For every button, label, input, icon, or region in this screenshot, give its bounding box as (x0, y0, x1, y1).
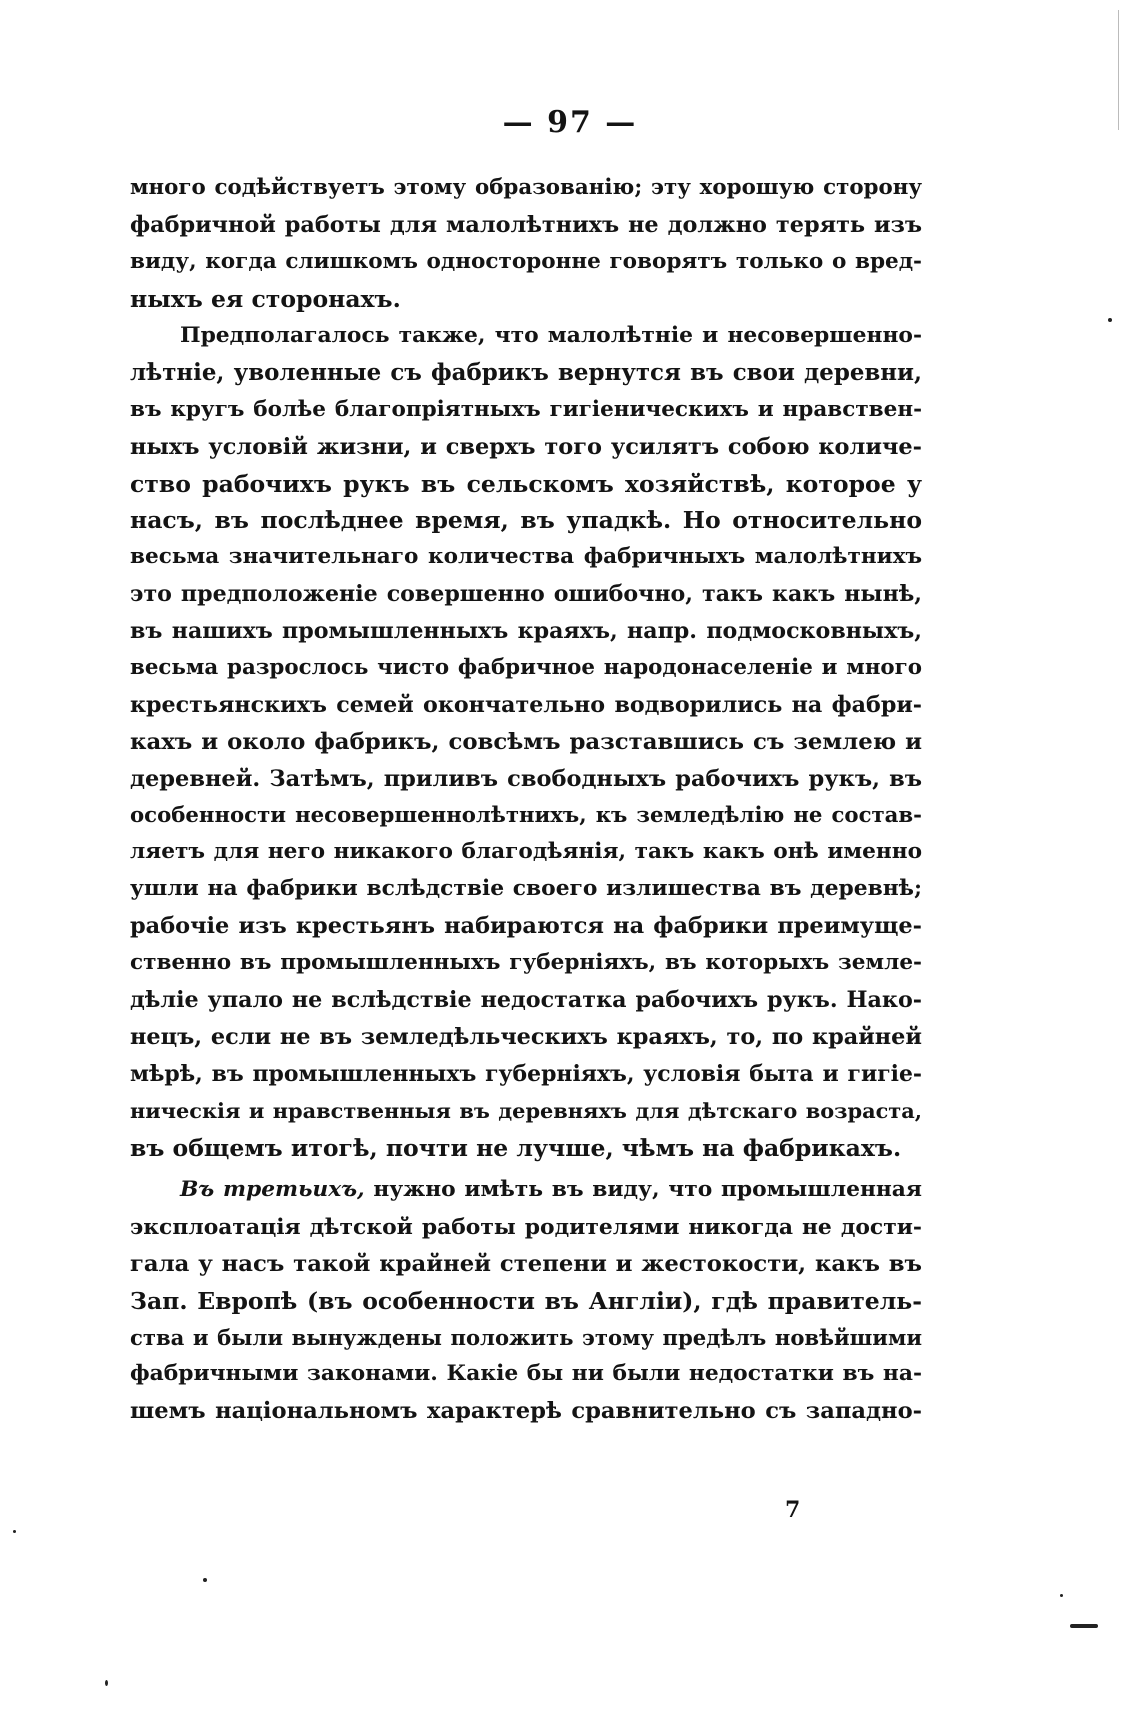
text-line: Зап. Европѣ (въ особенности въ Англіи), гдѣ правитель- (130, 1286, 922, 1315)
text-line: кахъ и около фабрикъ, совсѣмъ разставшись съ землею и (130, 728, 922, 755)
text-line: ства и были вынуждены положить этому предѣлъ новѣйшими (130, 1324, 922, 1350)
text-line: виду, когда слишкомъ односторонне говорятъ только о вред- (130, 248, 922, 274)
text-line: деревней. Затѣмъ, приливъ свободныхъ рабочихъ рукъ, въ (130, 765, 922, 792)
scan-speck (1070, 1624, 1098, 1628)
signature-mark: 7 (785, 1497, 801, 1523)
text-line: фабричной работы для малолѣтнихъ не должно терять изъ (130, 211, 922, 238)
text-line: въ общемъ итогѣ, почти не лучше, чѣмъ на фабрикахъ. (130, 1133, 902, 1162)
text-line: въ нашихъ промышленныхъ краяхъ, напр. подмосковныхъ, (130, 618, 922, 645)
text-line: ушли на фабрики вслѣдствіе своего излишества въ деревнѣ; (130, 876, 922, 902)
text-line: лѣтніе, уволенные съ фабрикъ вернутся въ свои деревни, (130, 358, 922, 386)
scan-speck (1060, 1594, 1063, 1597)
text-line: гала у насъ такой крайней степени и жестокости, какъ въ (130, 1250, 922, 1277)
text-line: эксплоатація дѣтской работы родителями никогда не дости- (130, 1213, 922, 1240)
text-line: ныхъ условій жизни, и сверхъ того усилятъ собою количе- (130, 433, 922, 460)
italic-lead: Въ третьихъ, (180, 1177, 365, 1202)
text-line: много содѣйствуетъ этому образованію; эту хорошую сторону (130, 175, 922, 200)
text-line: ственно въ промышленныхъ губерніяхъ, въ которыхъ земле- (130, 950, 922, 976)
text-line: мѣрѣ, въ промышленныхъ губерніяхъ, условія быта и гигіе- (130, 1060, 922, 1087)
paragraph-3 (130, 1172, 922, 1430)
text-line: весьма разрослось чисто фабричное народонаселеніе и много (130, 655, 922, 681)
text-line: это предположеніе совершенно ошибочно, такъ какъ нынѣ, (130, 581, 922, 608)
text-line (130, 1172, 922, 1209)
scan-edge-line (1118, 10, 1119, 130)
paragraph-2 (130, 318, 922, 1166)
scan-speck (105, 1680, 108, 1686)
text-line: ническія и нравственныя въ деревняхъ для дѣтскаго возраста, (130, 1097, 922, 1123)
text-line: въ кругъ болѣе благопріятныхъ гигіеническихъ и нравствен- (130, 396, 922, 422)
line-rest: нужно имѣть въ виду, что промышленная (364, 1177, 922, 1202)
text-line: нецъ, если не въ земледѣльческихъ краяхъ, то, по крайней (130, 1023, 922, 1050)
text-line: весьма значительнаго количества фабричныхъ малолѣтнихъ (130, 544, 922, 570)
text-line: насъ, въ послѣднее время, въ упадкѣ. Но относительно (130, 506, 922, 535)
scan-speck (203, 1578, 207, 1582)
text-line: дѣліе упало не вслѣдствіе недостатка рабочихъ рукъ. Нако- (130, 987, 922, 1014)
text-line: шемъ національномъ характерѣ сравнительно съ западно- (130, 1398, 922, 1425)
text-line: крестьянскихъ семей окончательно водворились на фабри- (130, 691, 922, 718)
text-line: особенности несовершеннолѣтнихъ, къ земледѣлію не состав- (130, 802, 922, 828)
text-line: ныхъ ея сторонахъ. (130, 284, 401, 313)
text-line: ство рабочихъ рукъ въ сельскомъ хозяйствѣ, которое у (130, 469, 922, 498)
text-line: Предполагалось также, что малолѣтніе и несовершенно- (180, 323, 922, 348)
page-header: — 97 — (502, 105, 638, 140)
scan-speck (1108, 318, 1112, 322)
paragraph-1 (130, 170, 922, 318)
text-line: фабричными законами. Какіе бы ни были недостатки въ на- (130, 1361, 922, 1387)
scan-speck (13, 1530, 16, 1533)
text-line: рабочіе изъ крестьянъ набираются на фабрики преимуще- (130, 913, 922, 940)
text-line: ляетъ для него никакого благодѣянія, такъ какъ онѣ именно (130, 839, 922, 865)
